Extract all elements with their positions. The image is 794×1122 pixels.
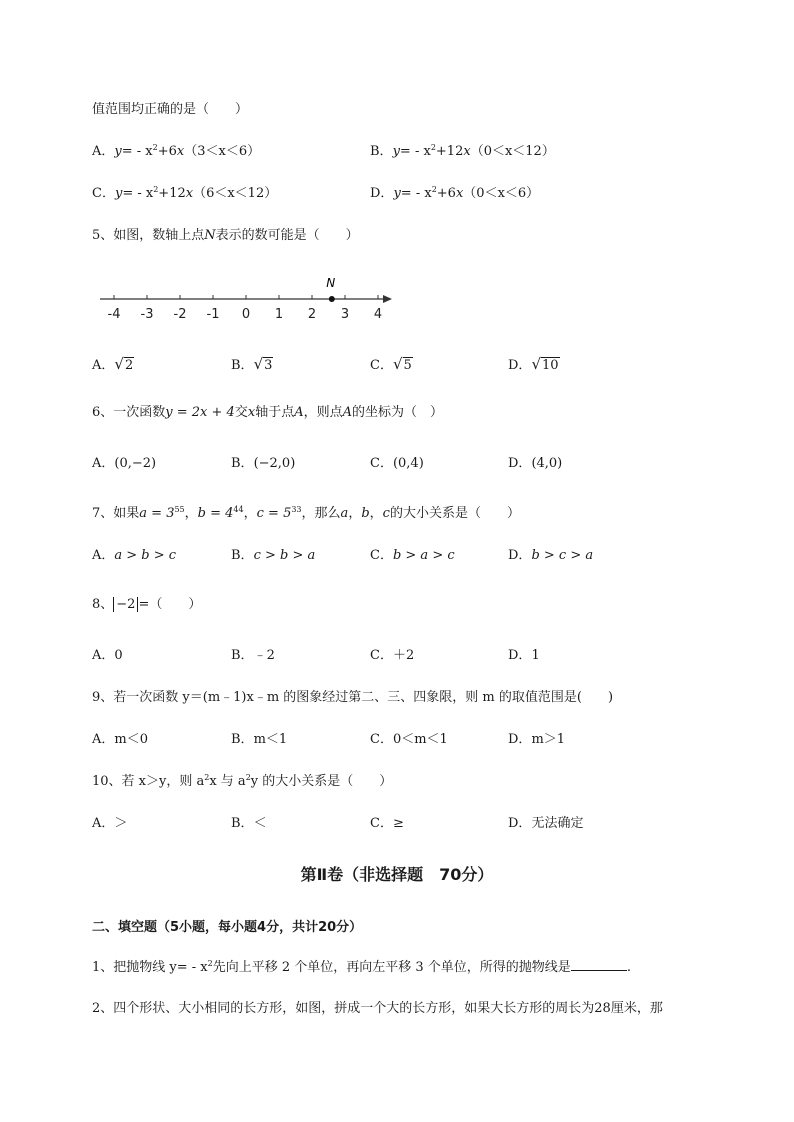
fill-q1: 1、把抛物线 $y= - x^2$先向上平移 2 个单位，再向左平移 3 个单位，所得的抛物线是 . [92,959,631,975]
q10-options [92,815,742,833]
q6-option-b[interactable]: B．(−2,0) [231,456,296,471]
q8-option-c[interactable]: C．＋2 [370,648,415,663]
number-line-figure [92,272,402,324]
axis-tick-label: 1 [274,307,284,322]
sqrt-3: √3 [253,355,273,373]
q4-stem: 值范围均正确的是（ ） [92,102,249,117]
q4-option-a[interactable]: A．$y= - x^2+6x(3<x<6)$ [92,143,261,159]
axis-tick-label: 3 [340,307,350,322]
q8-options [92,647,742,665]
fill-q2: 2、四个形状、大小相同的长方形，如图，拼成一个大的长方形，如果大长方形的周长为28厘米，那 [92,1001,663,1016]
q7-option-c[interactable]: C．b > a > c [370,548,455,563]
sqrt-5: √5 [392,355,412,373]
q9-options [92,731,742,749]
q10-option-a[interactable]: A．＞ [92,816,128,831]
q4-option-b[interactable]: B．$y= - x^2+12x(0<x<12)$ [370,143,555,159]
q9-stem: 9、若一次函数 y＝(m﹣1)x﹣m 的图象经过第二、三、四象限，则 m 的取值范围是( ) [92,690,614,705]
q7-option-d[interactable]: D．b > c > a [508,548,594,563]
q7-stem: 7、如果$a = 3^{55}$，$b = 4^{44}$，$c = 5^{33}$，那么a，b，c的大小关系是（ ） [92,505,520,521]
q9-option-a[interactable]: A．m＜0 [92,732,148,747]
q8-stem: 8、 −2 =（ ） [92,597,202,612]
q10-option-c[interactable]: C．≥ [370,816,404,831]
sqrt-2: √2 [114,355,134,373]
axis-arrow [383,295,392,303]
q6-option-d[interactable]: D．(4,0) [508,456,563,471]
q10-option-d[interactable]: D．无法确定 [508,816,584,831]
q6-option-a[interactable]: A．(0,−2) [92,456,157,471]
axis-tick-label: 4 [373,307,383,322]
q8-option-d[interactable]: D．1 [508,648,540,663]
q10-option-b[interactable]: B．＜ [231,816,267,831]
q10-stem: 10、若 x＞y，则 $a^2x$ 与 $a^2y$ 的大小关系是（ ） [92,773,393,789]
axis-tick-label: -4 [107,307,121,322]
q9-option-d[interactable]: D．m＞1 [508,732,566,747]
q5-option-d[interactable]: D．√10 [508,355,559,373]
absolute-value: −2 [113,597,138,612]
axis-tick-label: -2 [173,307,187,322]
part2-heading: 第Ⅱ卷（非选择题 70分） [300,865,494,884]
q4-options-2 [92,185,742,203]
q7-option-b[interactable]: B．c > b > a [231,548,316,563]
q5-option-b[interactable]: B．√3 [231,355,273,373]
axis-tick-label: -1 [206,307,220,322]
q4-option-d[interactable]: D．$y= - x^2+6x(0<x<6)$ [370,185,540,201]
q4-options [92,143,742,161]
q7-option-a[interactable]: A．a > b > c [92,548,177,563]
section-fill-in-blank: 二、填空题（5小题，每小题4分，共计20分） [92,920,363,935]
q5-options [92,355,742,373]
answer-blank[interactable] [571,958,627,971]
axis-tick-label: -3 [140,307,154,322]
q8-option-b[interactable]: B．﹣2 [231,648,275,663]
q7-options [92,547,742,565]
q6-options [92,455,742,473]
q6-option-c[interactable]: C．(0,4) [370,456,424,471]
q9-option-b[interactable]: B．m＜1 [231,732,288,747]
q6-stem: 6、一次函数y = 2x + 4交x轴于点A，则点A的坐标为（ ） [92,405,444,420]
axis-tick-label: 0 [241,307,251,322]
axis-tick-label: 2 [307,307,317,322]
q8-option-a[interactable]: A．0 [92,648,123,663]
point-n [329,296,335,302]
point-n-label: N [326,276,336,290]
sqrt-10: √10 [531,355,559,373]
q9-option-c[interactable]: C．0＜m＜1 [370,732,448,747]
q5-option-c[interactable]: C．√5 [370,355,412,373]
q5-option-a[interactable]: A．√2 [92,355,134,373]
q5-stem: 5、如图，数轴上点N表示的数可能是（ ） [92,228,359,243]
q4-option-c[interactable]: C．$y= - x^2+12x(6<x<12)$ [92,185,278,201]
